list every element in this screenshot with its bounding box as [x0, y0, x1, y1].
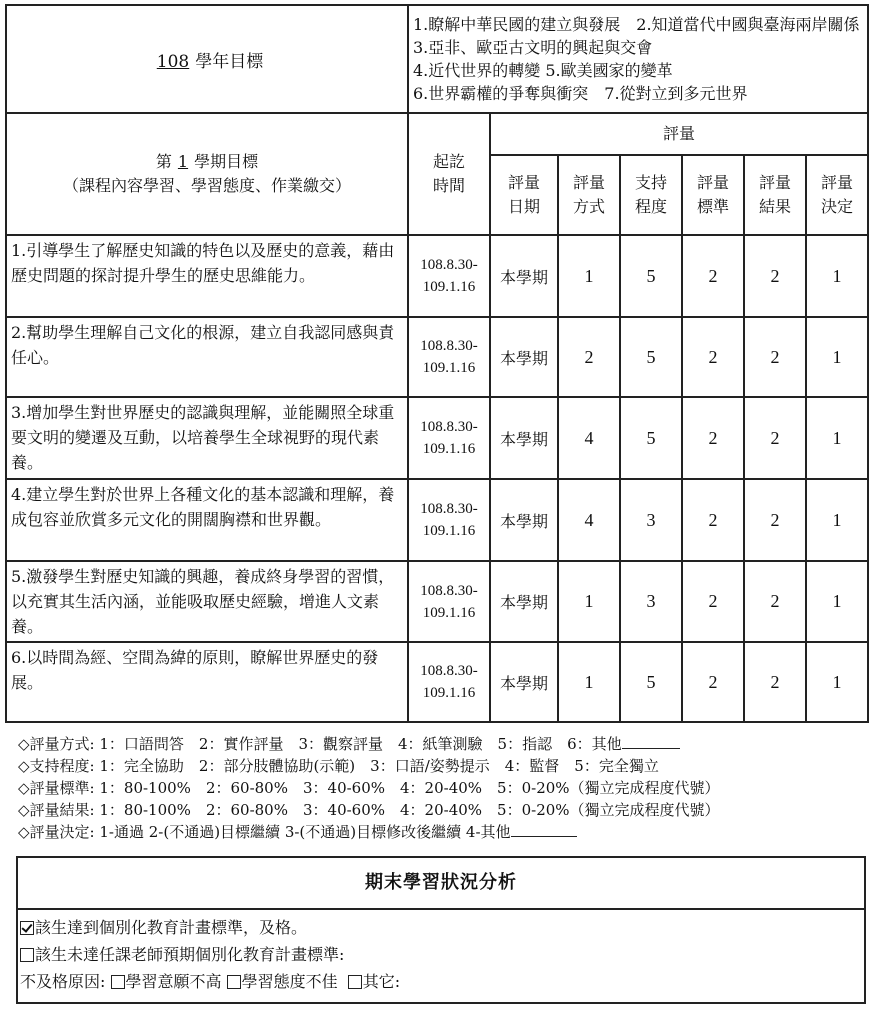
assessment-result: 2	[744, 479, 806, 561]
year-number: 108	[156, 51, 190, 72]
assessment-standard: 2	[682, 479, 744, 561]
assessment-decision: 1	[806, 317, 868, 397]
col-method-header	[558, 155, 620, 235]
assessment-method: 4	[558, 397, 620, 479]
assessment-standard: 2	[682, 397, 744, 479]
legend-method	[18, 733, 868, 755]
legend-decision	[18, 821, 868, 843]
assessment-method: 4	[558, 479, 620, 561]
assessment-standard: 2	[682, 642, 744, 722]
year-goal-item: 4.近代世界的轉變 5.歐美國家的變革	[413, 61, 673, 80]
goal-row	[6, 317, 868, 397]
period-header	[408, 113, 490, 235]
reason-poor-attitude: 學習態度不佳	[241, 972, 338, 991]
period-cell: 108.8.30- 109.1.16	[408, 317, 490, 397]
assessment-method: 1	[558, 642, 620, 722]
fail-option-label: 該生未達任課老師預期個別化教育計畫標準:	[35, 945, 345, 964]
assessment-decision: 1	[806, 642, 868, 722]
goal-text: 2.幫助學生理解自己文化的根源，建立自我認同感與責任心。	[6, 317, 408, 397]
col-support-text: 支持程度	[634, 173, 667, 216]
assessment-date: 本學期	[490, 561, 558, 642]
assessment-date: 本學期	[490, 397, 558, 479]
support-level: 5	[620, 642, 682, 722]
year-goal-item: 6.世界霸權的爭奪與衝突 7.從對立到多元世界	[413, 84, 748, 103]
pass-option-label: 該生達到個別化教育計畫標準，及格。	[35, 918, 308, 937]
semester-subtitle: （課程內容學習、學習態度、作業繳交）	[62, 176, 351, 195]
fail-option	[18, 941, 864, 968]
year-goal-list	[408, 5, 876, 113]
goal-text: 5.激發學生對歷史知識的興趣，養成終身學習的習慣，以充實其生活內涵，並能吸取歷史經驗，增進人文素養。	[6, 561, 408, 642]
analysis-title: 期末學習狀況分析	[18, 858, 864, 910]
fail-reasons	[18, 968, 864, 995]
year-goal-row	[6, 5, 868, 113]
reason-other: 其它:	[362, 972, 401, 991]
pass-option	[18, 914, 864, 941]
pass-checkbox[interactable]	[20, 921, 34, 935]
end-term-analysis	[16, 856, 866, 1004]
assessment-standard: 2	[682, 317, 744, 397]
period-header-text: 起訖時間	[432, 152, 465, 195]
support-level: 5	[620, 317, 682, 397]
col-standard-text: 評量標準	[696, 173, 729, 216]
period-cell: 108.8.30- 109.1.16	[408, 561, 490, 642]
legend	[18, 733, 868, 843]
reason-checkbox-low-motivation[interactable]	[111, 975, 125, 989]
reason-label: 不及格原因:	[20, 972, 106, 991]
year-goal-item: 1.瞭解中華民國的建立與發展 2.知道當代中國與臺海兩岸關係 3.亞非、歐亞古文明的興起與交會	[413, 15, 876, 57]
semester-prefix: 第	[155, 152, 172, 171]
header-row-1	[6, 113, 868, 155]
col-decision-header	[806, 155, 868, 235]
assessment-standard: 2	[682, 235, 744, 317]
period-cell: 108.8.30- 109.1.16	[408, 642, 490, 722]
col-result-text: 評量結果	[758, 173, 791, 216]
goal-row	[6, 642, 868, 722]
reason-checkbox-other[interactable]	[348, 975, 362, 989]
blank-line	[511, 822, 577, 837]
assessment-header: 評量	[490, 113, 868, 155]
assessment-date: 本學期	[490, 642, 558, 722]
semester-suffix: 學期目標	[194, 152, 259, 171]
support-level: 3	[620, 561, 682, 642]
fail-checkbox[interactable]	[20, 948, 34, 962]
col-standard-header	[682, 155, 744, 235]
legend-support: ◇支持程度: 1：完全協助 2：部分肢體協助(示範) 3：口語/姿勢提示 4：監督 5：完全獨立	[18, 757, 659, 775]
col-support-header	[620, 155, 682, 235]
assessment-result: 2	[744, 235, 806, 317]
assessment-result: 2	[744, 642, 806, 722]
period-cell: 108.8.30- 109.1.16	[408, 235, 490, 317]
assessment-method: 1	[558, 235, 620, 317]
assessment-date: 本學期	[490, 235, 558, 317]
goal-row	[6, 235, 868, 317]
col-method-text: 評量方式	[572, 173, 605, 216]
reason-checkbox-poor-attitude[interactable]	[227, 975, 241, 989]
goal-text: 4.建立學生對於世界上各種文化的基本認識和理解，養成包容並欣賞多元文化的開闊胸襟和世界觀。	[6, 479, 408, 561]
col-date-header	[490, 155, 558, 235]
goal-row	[6, 397, 868, 479]
goals-table	[5, 4, 876, 723]
assessment-decision: 1	[806, 397, 868, 479]
goal-text: 3.增加學生對世界歷史的認識與理解，並能關照全球重要文明的變遷及互動，以培養學生全球視野的現代素養。	[6, 397, 408, 479]
year-goal-label: 學年目標	[195, 51, 264, 72]
goal-row	[6, 561, 868, 642]
period-cell: 108.8.30- 109.1.16	[408, 397, 490, 479]
assessment-method: 2	[558, 317, 620, 397]
support-level: 5	[620, 235, 682, 317]
support-level: 3	[620, 479, 682, 561]
legend-standard: ◇評量標準: 1：80-100% 2：60-80% 3：40-60% 4：20-40% 5：0-20%（獨立完成程度代號）	[18, 779, 720, 797]
assessment-standard: 2	[682, 561, 744, 642]
assessment-result: 2	[744, 561, 806, 642]
col-decision-text: 評量決定	[820, 173, 853, 216]
semester-goal-header	[6, 113, 408, 235]
assessment-date: 本學期	[490, 479, 558, 561]
support-level: 5	[620, 397, 682, 479]
col-result-header	[744, 155, 806, 235]
semester-number: 1	[177, 152, 189, 171]
assessment-result: 2	[744, 317, 806, 397]
goal-text: 6.以時間為經、空間為緯的原則，瞭解世界歷史的發展。	[6, 642, 408, 722]
assessment-result: 2	[744, 397, 806, 479]
legend-result: ◇評量結果: 1：80-100% 2：60-80% 3：40-60% 4：20-40% 5：0-20%（獨立完成程度代號）	[18, 801, 720, 819]
goal-row	[6, 479, 868, 561]
assessment-decision: 1	[806, 561, 868, 642]
year-goal-title	[6, 5, 408, 113]
assessment-decision: 1	[806, 235, 868, 317]
legend-method-text: ◇評量方式: 1：口語問答 2：實作評量 3：觀察評量 4：紙筆測驗 5：指認 6：其他	[18, 735, 622, 753]
assessment-method: 1	[558, 561, 620, 642]
reason-low-motivation: 學習意願不高	[125, 972, 222, 991]
col-date-text: 評量日期	[507, 173, 540, 216]
blank-line	[622, 734, 680, 749]
goal-text: 1.引導學生了解歷史知識的特色以及歷史的意義，藉由歷史問題的探討提升學生的歷史思維能力。	[6, 235, 408, 317]
period-cell: 108.8.30- 109.1.16	[408, 479, 490, 561]
assessment-date: 本學期	[490, 317, 558, 397]
assessment-decision: 1	[806, 479, 868, 561]
legend-decision-text: ◇評量決定: 1-通過 2-(不通過)目標繼續 3-(不通過)目標修改後繼續 4-其他	[18, 823, 511, 841]
